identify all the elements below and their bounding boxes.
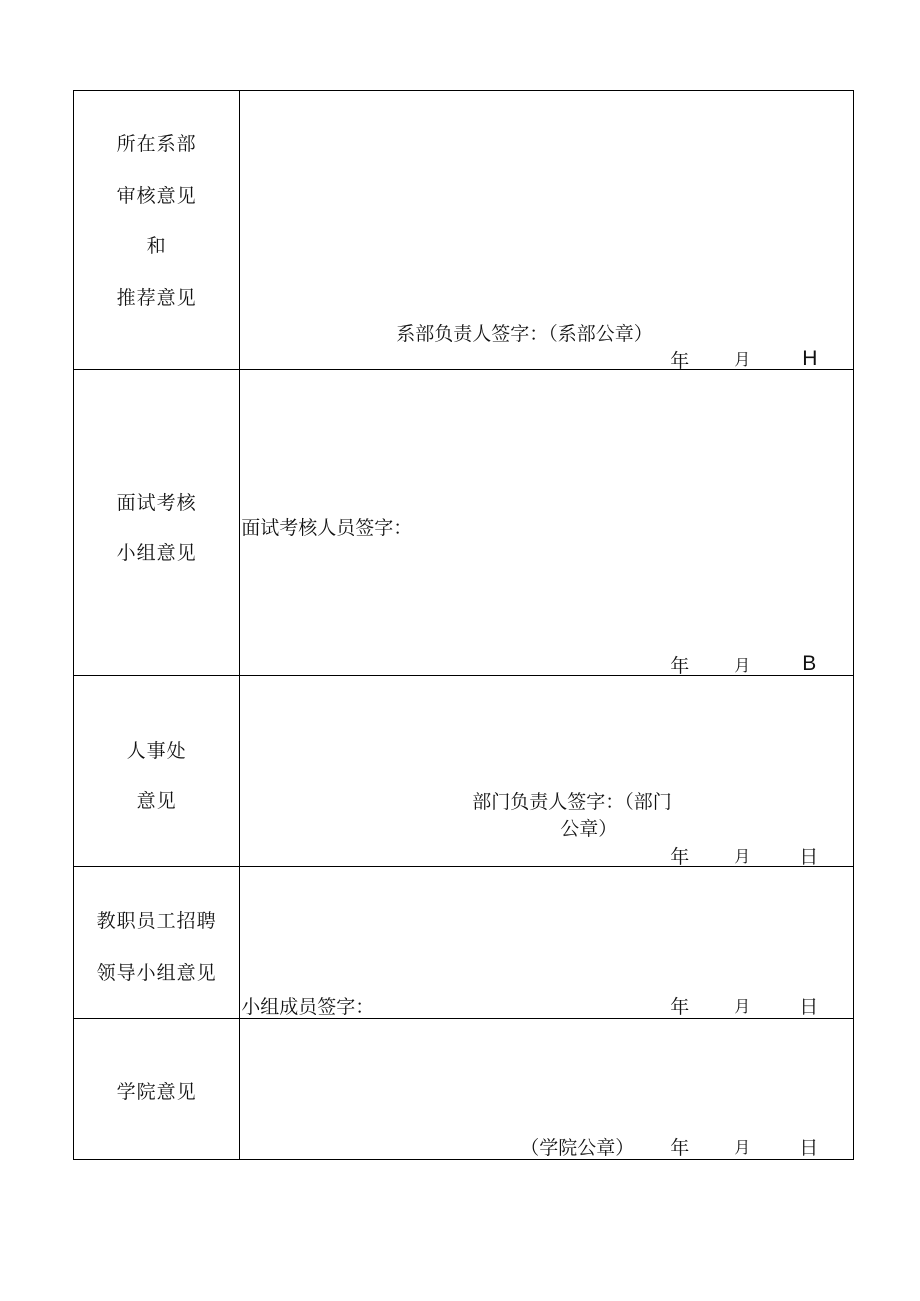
hr-office-row [74,676,854,867]
row-label-line: 学院意见 [116,1081,197,1103]
date-year: 年 [670,655,690,677]
date-year: 年 [670,1137,690,1159]
signature-label: 系部负责人签字：（系部公章） [396,323,653,345]
signature-label: 小组成员签字： [241,996,375,1018]
date-month: 月 [734,847,751,866]
date-year: 年 [670,846,690,868]
hr-office-label-cell [74,676,240,867]
date-year: 年 [670,996,690,1018]
college-seal-label: （学院公章） [520,1137,635,1159]
row-label-line: 所在系部 [116,133,197,155]
college-opinion-label-cell [74,1019,240,1160]
signature-label: 部门负责人签字：（部门 [472,791,672,813]
department-review-label-cell [74,91,240,370]
college-opinion-content-cell[interactable] [240,1019,854,1160]
interview-panel-row [74,370,854,676]
date-month: 月 [734,350,751,369]
department-review-row [74,91,854,370]
recruitment-committee-label-cell [74,867,240,1019]
date-month: 月 [734,656,751,675]
signature-label-continued: 公章） [560,818,618,840]
row-label-line: 领导小组意见 [96,962,217,984]
row-label-line: 教职员工招聘 [96,910,217,932]
recruitment-committee-content-cell[interactable] [240,867,854,1019]
date-year: 年 [670,350,690,372]
row-label-line: 意见 [136,790,177,812]
date-month: 月 [734,997,751,1016]
college-opinion-row [74,1019,854,1160]
date-day: 日 [799,996,819,1018]
date-month: 月 [734,1138,751,1157]
date-day: B [802,652,817,675]
row-label-line: 小组意见 [116,542,197,564]
department-review-content-cell[interactable] [240,91,854,370]
row-label-line: 面试考核 [116,492,197,514]
approval-form-table [73,90,854,1160]
signature-label: 面试考核人员签字： [241,517,413,539]
row-label-line: 推荐意见 [116,287,197,309]
recruitment-committee-row [74,867,854,1019]
row-label-line: 和 [146,235,167,257]
date-day: H [802,347,818,370]
hr-office-content-cell[interactable] [240,676,854,867]
interview-panel-content-cell[interactable] [240,370,854,676]
row-label-line: 审核意见 [116,185,197,207]
date-day: 日 [799,846,819,868]
interview-panel-label-cell [74,370,240,676]
row-label-line: 人事处 [126,740,187,762]
date-day: 日 [799,1137,819,1159]
